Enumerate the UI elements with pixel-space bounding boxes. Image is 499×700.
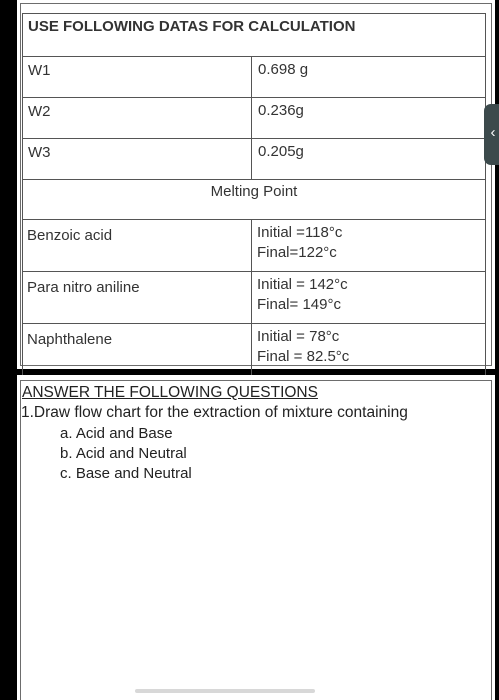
- weight-value: 0.236g: [252, 98, 486, 139]
- initial-mp: Initial = 142°c: [257, 276, 348, 293]
- calculation-table: [22, 13, 486, 376]
- data-table-card: [17, 0, 495, 369]
- list-item: a. Acid and Base: [60, 425, 173, 442]
- weight-value: 0.205g: [252, 139, 486, 180]
- weight-value: 0.698 g: [252, 57, 486, 98]
- table-row: [23, 98, 486, 139]
- final-mp: Final= 149°c: [257, 296, 341, 313]
- melting-point-values: [252, 324, 486, 376]
- table-row: [23, 139, 486, 180]
- answer-heading: ANSWER THE FOLLOWING QUESTIONS: [22, 384, 318, 401]
- weight-label: W1: [23, 57, 252, 98]
- question-text: 1.Draw flow chart for the extraction of mixture containing: [21, 404, 408, 421]
- answer-options: [60, 424, 192, 484]
- melting-point-values: [252, 220, 486, 272]
- melting-point-values: [252, 272, 486, 324]
- compound-name: Naphthalene: [23, 324, 252, 376]
- home-indicator[interactable]: [135, 689, 315, 693]
- table-row: [23, 324, 486, 376]
- final-mp: Final = 82.5°c: [257, 348, 350, 365]
- list-item: b. Acid and Neutral: [60, 445, 187, 462]
- compound-name: Para nitro aniline: [23, 272, 252, 324]
- final-mp: Final=122°c: [257, 244, 337, 261]
- answer-card: [17, 375, 495, 700]
- weight-label: W2: [23, 98, 252, 139]
- table-row: [23, 220, 486, 272]
- initial-mp: Initial = 78°c: [257, 328, 340, 345]
- list-item: c. Base and Neutral: [60, 465, 192, 482]
- table-row: [23, 57, 486, 98]
- weight-label: W3: [23, 139, 252, 180]
- table-row: [23, 272, 486, 324]
- melting-point-header: Melting Point: [23, 180, 486, 220]
- initial-mp: Initial =118°c: [257, 224, 343, 241]
- table-title: USE FOLLOWING DATAS FOR CALCULATION: [23, 14, 486, 57]
- chevron-left-icon: ‹: [490, 124, 496, 141]
- compound-name: Benzoic acid: [23, 220, 252, 272]
- collapse-panel-tab[interactable]: [484, 104, 499, 165]
